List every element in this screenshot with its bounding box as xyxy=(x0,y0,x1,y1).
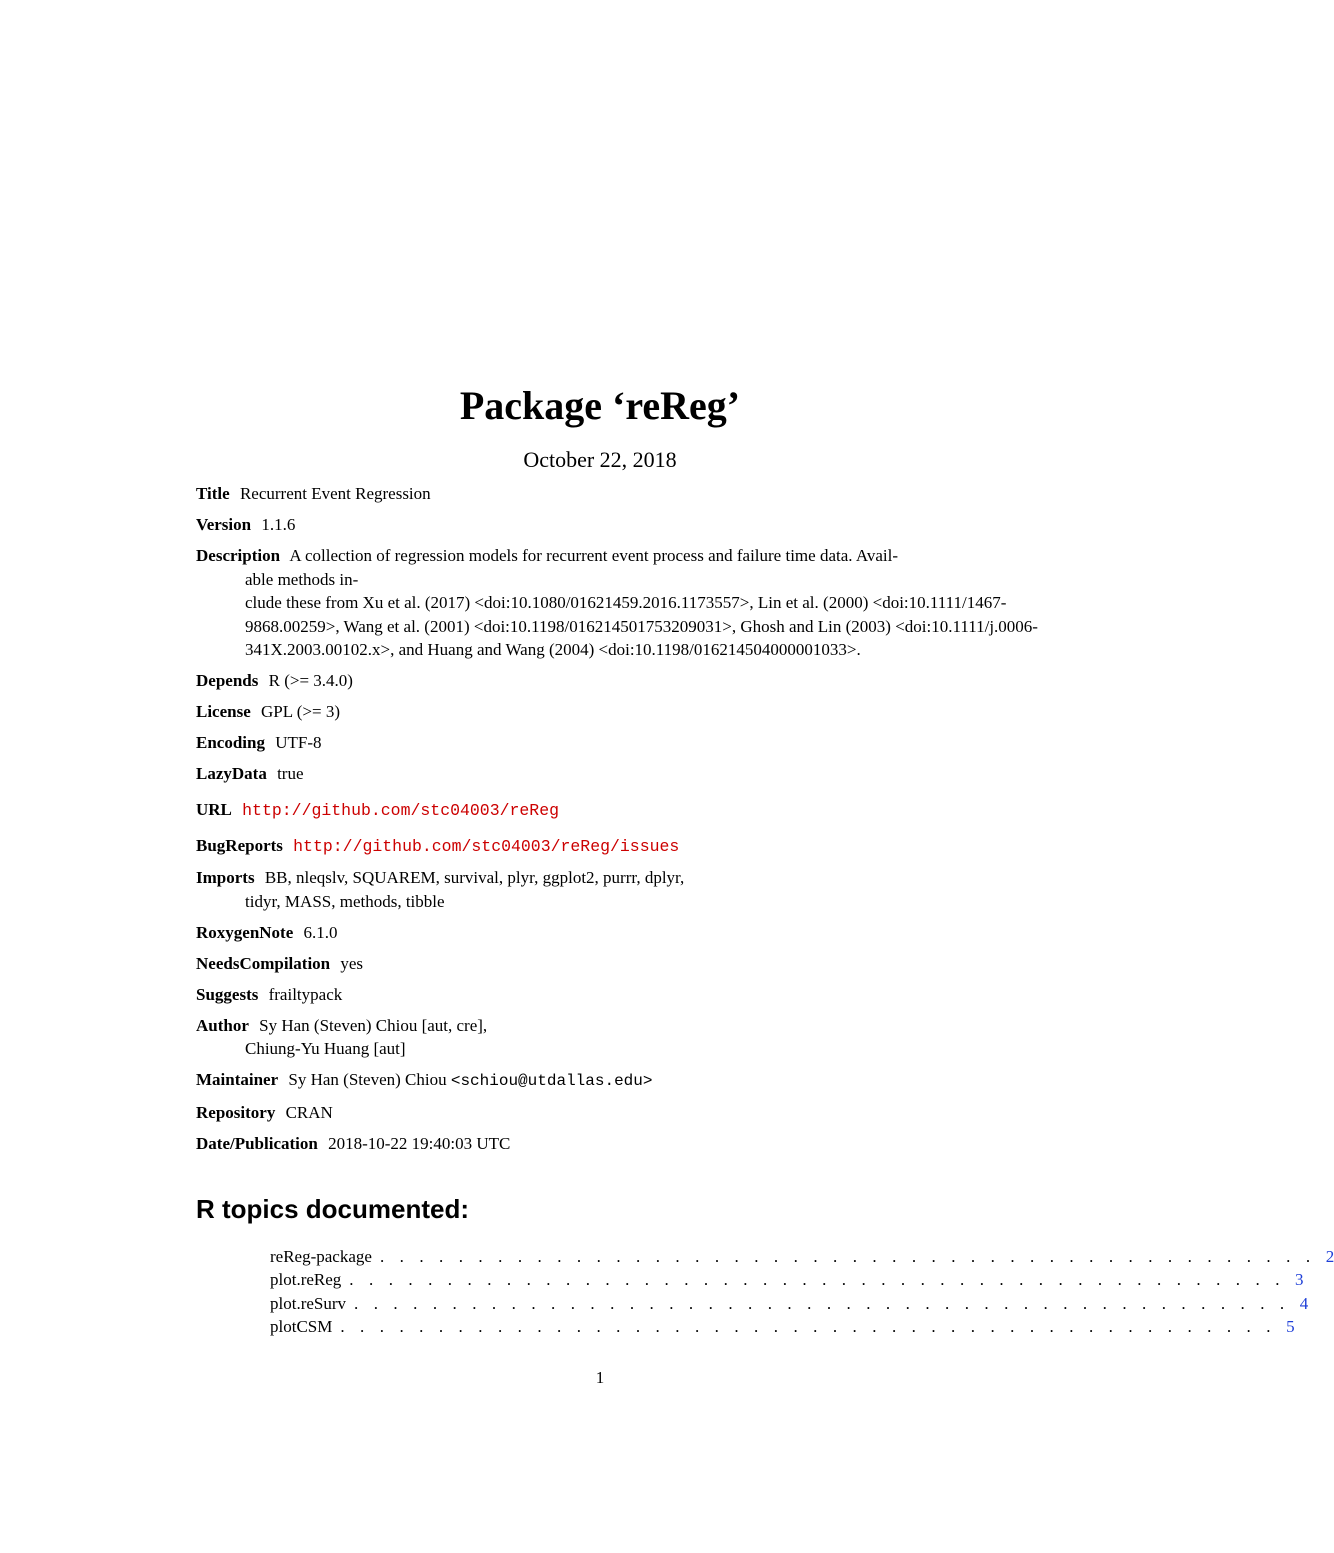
field-value: Recurrent Event Regression xyxy=(239,484,431,503)
field-suggests xyxy=(196,983,1156,1007)
toc-leader-dots: . . . . . . . . . . . . . . . . . . . . . . . . . . . . . . . . . . . . . . . . . . . . . . . . xyxy=(354,1293,1290,1313)
field-title xyxy=(196,482,1156,506)
field-value: yes xyxy=(340,953,364,973)
description-line: clude these from Xu et al. (2017) <doi:10.1080/01621459.2016.1173557>, Lin et al. (2000) <doi:10.1111/1467- xyxy=(245,593,1007,612)
table-of-contents xyxy=(270,1245,1334,1338)
field-value: UTF-8 xyxy=(275,733,322,752)
topics-heading: R topics documented: xyxy=(196,1194,470,1224)
field-label: Author xyxy=(196,1015,249,1035)
toc-entry-name[interactable]: plot.reSurv xyxy=(270,1293,347,1313)
field-repository xyxy=(196,1101,1156,1125)
toc-entry[interactable] xyxy=(270,1268,1304,1291)
field-imports xyxy=(196,866,1156,913)
field-lazydata xyxy=(196,762,1156,786)
field-label: RoxygenNote xyxy=(196,922,294,942)
toc-page-link[interactable]: 3 xyxy=(1295,1270,1304,1290)
field-label: Version xyxy=(196,515,252,534)
package-title: Package ‘reReg’ xyxy=(459,383,741,428)
maintainer-email: <schiou@utdallas.edu> xyxy=(450,1072,653,1090)
field-version xyxy=(196,513,1156,537)
imports-line: BB, nleqslv, SQUAREM, survival, plyr, ggplot2, purrr, dplyr, xyxy=(264,868,685,887)
toc-entry[interactable] xyxy=(270,1292,1309,1315)
field-value: GPL (>= 3) xyxy=(261,702,341,721)
toc-entry[interactable] xyxy=(270,1315,1295,1338)
field-value: true xyxy=(277,764,304,783)
field-bugreports xyxy=(196,834,1156,859)
field-label: LazyData xyxy=(196,764,267,783)
field-maintainer xyxy=(196,1068,1156,1094)
toc-leader-dots: . . . . . . . . . . . . . . . . . . . . . . . . . . . . . . . . . . . . . . . . . . . . . . . . xyxy=(340,1316,1277,1336)
field-value: frailtypack xyxy=(268,984,343,1004)
description-line: able methods in- xyxy=(245,569,359,589)
toc-leader-dots: . . . . . . . . . . . . . . . . . . . . . . . . . . . . . . . . . . . . . . . . . . . . . . . . xyxy=(379,1247,1316,1266)
toc-page-link[interactable]: 5 xyxy=(1286,1316,1295,1336)
field-value: 6.1.0 xyxy=(303,922,338,942)
field-datepublication xyxy=(196,1132,1156,1156)
field-label: Depends xyxy=(196,671,259,690)
description-fields xyxy=(196,482,1156,1163)
field-label: BugReports xyxy=(196,836,283,855)
field-label: Title xyxy=(196,484,230,503)
description-line: 341X.2003.00102.x>, and Huang and Wang (2004) <doi:10.1198/016214504000001033>. xyxy=(245,640,861,659)
field-label: Description xyxy=(196,546,281,565)
imports-line: tidyr, MASS, methods, tibble xyxy=(245,891,445,911)
field-license xyxy=(196,700,1156,724)
field-label: Date/Publication xyxy=(196,1134,318,1153)
field-value: 1.1.6 xyxy=(261,515,296,534)
field-label: License xyxy=(196,702,251,721)
field-value: CRAN xyxy=(285,1103,333,1122)
field-label: Maintainer xyxy=(196,1070,279,1089)
field-value: R (>= 3.4.0) xyxy=(268,671,353,690)
field-url xyxy=(196,798,1156,823)
field-label: Imports xyxy=(196,868,255,887)
page-number: 1 xyxy=(595,1368,605,1387)
field-needscompilation xyxy=(196,952,1156,976)
bugreports-link[interactable]: http://github.com/stc04003/reReg/issues xyxy=(293,837,680,856)
package-date: October 22, 2018 xyxy=(523,447,677,472)
maintainer-name: Sy Han (Steven) Chiou xyxy=(288,1070,447,1089)
field-label: Suggests xyxy=(196,984,259,1004)
toc-entry[interactable] xyxy=(270,1245,1334,1268)
field-description xyxy=(196,544,1156,662)
field-author xyxy=(196,1014,1156,1061)
field-roxygennote xyxy=(196,921,1156,945)
field-label: Encoding xyxy=(196,733,265,752)
field-label: NeedsCompilation xyxy=(196,953,331,973)
field-value: 2018-10-22 19:40:03 UTC xyxy=(328,1134,511,1153)
toc-page-link[interactable]: 2 xyxy=(1325,1247,1334,1266)
field-encoding xyxy=(196,731,1156,755)
toc-page-link[interactable]: 4 xyxy=(1299,1293,1309,1313)
toc-entry-name[interactable]: plotCSM xyxy=(270,1316,333,1336)
url-link[interactable]: http://github.com/stc04003/reReg xyxy=(242,800,560,820)
description-line: 9868.00259>, Wang et al. (2001) <doi:10.1198/016214501753209031>, Ghosh and Lin (2003) <doi:10.1111/j.0006- xyxy=(245,616,1038,636)
toc-leader-dots: . . . . . . . . . . . . . . . . . . . . . . . . . . . . . . . . . . . . . . . . . . . . . . . . xyxy=(349,1270,1286,1290)
description-line: A collection of regression models for recurrent event process and failure time data. Avail- xyxy=(289,546,898,565)
field-label: URL xyxy=(196,799,232,819)
author-line: Chiung-Yu Huang [aut] xyxy=(245,1039,406,1058)
author-line: Sy Han (Steven) Chiou [aut, cre], xyxy=(259,1015,488,1035)
field-depends xyxy=(196,669,1156,693)
toc-entry-name[interactable]: plot.reReg xyxy=(270,1270,342,1290)
toc-entry-name[interactable]: reReg-package xyxy=(270,1247,372,1266)
field-label: Repository xyxy=(196,1103,276,1122)
